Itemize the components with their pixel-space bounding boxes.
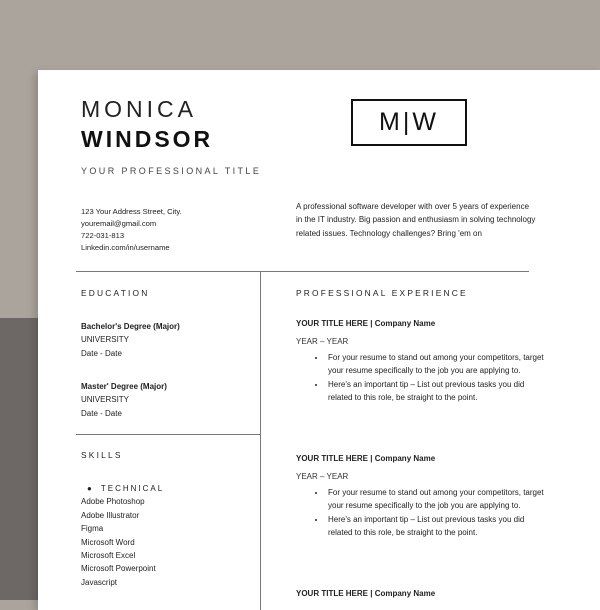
contact-address: 123 Your Address Street, City. xyxy=(81,207,182,216)
contact-block xyxy=(81,206,182,254)
job-title: YOUR TITLE HERE | Company Name xyxy=(296,589,436,598)
job-entry xyxy=(296,588,546,600)
education-heading: EDUCATION xyxy=(81,288,150,298)
skills-list xyxy=(81,482,164,589)
monogram-logo: M|W xyxy=(351,99,467,146)
job-years: YEAR – YEAR xyxy=(296,337,349,346)
education-item xyxy=(81,320,180,360)
skill-item: Figma xyxy=(81,524,104,534)
skills-heading: SKILLS xyxy=(81,450,123,460)
skill-item: Microsoft Powerpoint xyxy=(81,564,156,574)
job-title: YOUR TITLE HERE | Company Name xyxy=(296,319,436,328)
first-name: MONICA xyxy=(81,96,197,122)
education-skills-divider xyxy=(76,434,260,435)
contact-linkedin: Linkedin.com/in/username xyxy=(81,243,170,252)
education-degree: Master' Degree (Major) xyxy=(81,382,167,391)
bullet-dot-icon: ● xyxy=(87,484,94,493)
education-item xyxy=(81,380,167,420)
job-bullet: • Here's an important tip – List out previous tasks you did related to this role, be straight to the point. xyxy=(326,513,546,540)
professional-title: YOUR PROFESSIONAL TITLE xyxy=(81,166,262,176)
job-entry xyxy=(296,318,546,405)
job-bullets xyxy=(296,486,546,540)
contact-phone: 722-031-813 xyxy=(81,231,125,240)
job-years: YEAR – YEAR xyxy=(296,472,349,481)
skill-item: Microsoft Word xyxy=(81,537,135,547)
skill-item: Adobe Illustrator xyxy=(81,510,140,520)
job-bullet: • For your resume to stand out among your competitors, target your resume specifically to the job you are applying to. xyxy=(326,351,546,378)
skills-subheading xyxy=(81,482,164,495)
skill-item: Microsoft Excel xyxy=(81,551,136,561)
skill-item: Javascript xyxy=(81,577,118,587)
job-title: YOUR TITLE HERE | Company Name xyxy=(296,454,436,463)
job-bullets xyxy=(296,351,546,405)
education-school: UNIVERSITY xyxy=(81,335,130,345)
last-name: WINDSOR xyxy=(81,126,214,152)
education-date: Date - Date xyxy=(81,348,122,358)
education-degree: Bachelor's Degree (Major) xyxy=(81,322,180,331)
experience-heading: PROFESSIONAL EXPERIENCE xyxy=(296,288,468,298)
job-bullet: • For your resume to stand out among your competitors, target your resume specifically to the job you are applying to. xyxy=(326,486,546,513)
column-divider xyxy=(260,271,261,610)
education-school: UNIVERSITY xyxy=(81,395,130,405)
contact-email: youremail@gmail.com xyxy=(81,219,157,228)
header-divider xyxy=(76,271,529,272)
skills-subheading-label: TECHNICAL xyxy=(100,484,165,493)
resume-page xyxy=(38,70,600,610)
job-entry xyxy=(296,453,546,540)
job-bullet: • Here's an important tip – List out previous tasks you did related to this role, be straight to the point. xyxy=(326,378,546,405)
education-date: Date - Date xyxy=(81,408,122,418)
skill-item: Adobe Photoshop xyxy=(81,497,145,507)
profile-summary: A professional software developer with over 5 years of experience in the IT industry. Big passion and enthusiasm in solving technology related issues. Technology challenges? Bring 'em on xyxy=(296,202,536,238)
